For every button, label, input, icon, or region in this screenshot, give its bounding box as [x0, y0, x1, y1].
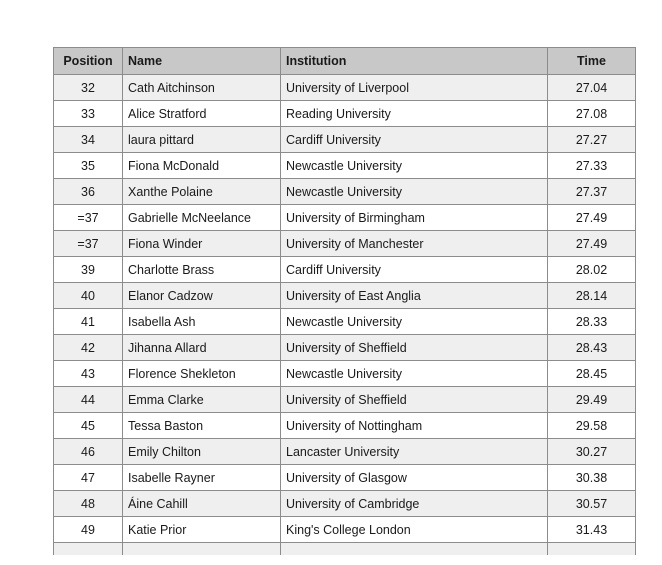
cell-institution: University of East Anglia	[281, 283, 548, 309]
cell-position: 47	[54, 465, 123, 491]
table-row	[54, 491, 636, 517]
table-row	[54, 127, 636, 153]
table-row	[54, 257, 636, 283]
empty-cell	[548, 543, 636, 555]
results-table	[53, 47, 636, 555]
cell-position: =37	[54, 205, 123, 231]
cell-position: 41	[54, 309, 123, 335]
cell-institution: Newcastle University	[281, 361, 548, 387]
cell-position: 35	[54, 153, 123, 179]
cell-time: 28.45	[548, 361, 636, 387]
cell-name: Cath Aitchinson	[123, 75, 281, 101]
cell-name: laura pittard	[123, 127, 281, 153]
cell-name: Charlotte Brass	[123, 257, 281, 283]
cell-time: 27.08	[548, 101, 636, 127]
cell-name: Emily Chilton	[123, 439, 281, 465]
cell-institution: Lancaster University	[281, 439, 548, 465]
cell-time: 30.57	[548, 491, 636, 517]
cell-time: 28.14	[548, 283, 636, 309]
empty-cell	[281, 543, 548, 555]
table-row	[54, 153, 636, 179]
table-row	[54, 283, 636, 309]
cell-institution: University of Glasgow	[281, 465, 548, 491]
header-name: Name	[123, 48, 281, 75]
cell-institution: Reading University	[281, 101, 548, 127]
cell-position: 43	[54, 361, 123, 387]
table-row	[54, 387, 636, 413]
cell-position: 46	[54, 439, 123, 465]
cell-institution: University of Manchester	[281, 231, 548, 257]
cell-institution: Newcastle University	[281, 309, 548, 335]
cell-position: 33	[54, 101, 123, 127]
cell-institution: University of Birmingham	[281, 205, 548, 231]
table-row	[54, 309, 636, 335]
cell-institution: University of Liverpool	[281, 75, 548, 101]
cell-time: 28.33	[548, 309, 636, 335]
table-row	[54, 413, 636, 439]
table-row-cut-off	[54, 543, 636, 555]
cell-time: 29.49	[548, 387, 636, 413]
cell-position: 32	[54, 75, 123, 101]
cell-time: 27.04	[548, 75, 636, 101]
cell-institution: University of Sheffield	[281, 387, 548, 413]
cell-position: 42	[54, 335, 123, 361]
cell-time: 30.27	[548, 439, 636, 465]
header-time: Time	[548, 48, 636, 75]
cell-time: 27.37	[548, 179, 636, 205]
header-institution: Institution	[281, 48, 548, 75]
cell-name: Katie Prior	[123, 517, 281, 543]
cell-position: 34	[54, 127, 123, 153]
cell-institution: Newcastle University	[281, 179, 548, 205]
cell-name: Florence Shekleton	[123, 361, 281, 387]
cell-time: 27.33	[548, 153, 636, 179]
cell-institution: Cardiff University	[281, 257, 548, 283]
cell-position: 45	[54, 413, 123, 439]
cell-institution: University of Cambridge	[281, 491, 548, 517]
table-row	[54, 335, 636, 361]
cell-institution: Cardiff University	[281, 127, 548, 153]
cell-time: 27.49	[548, 231, 636, 257]
table-row	[54, 465, 636, 491]
header-row	[54, 48, 636, 75]
cell-time: 30.38	[548, 465, 636, 491]
cell-name: Tessa Baston	[123, 413, 281, 439]
cell-time: 28.43	[548, 335, 636, 361]
cell-position: 36	[54, 179, 123, 205]
cell-name: Áine Cahill	[123, 491, 281, 517]
table-row	[54, 231, 636, 257]
cell-position: =37	[54, 231, 123, 257]
table-body	[54, 75, 636, 555]
cell-name: Alice Stratford	[123, 101, 281, 127]
cell-institution: University of Nottingham	[281, 413, 548, 439]
empty-cell	[123, 543, 281, 555]
table-row	[54, 517, 636, 543]
table-row	[54, 205, 636, 231]
cell-time: 31.43	[548, 517, 636, 543]
cell-position: 44	[54, 387, 123, 413]
cell-name: Fiona McDonald	[123, 153, 281, 179]
header-position: Position	[54, 48, 123, 75]
cell-time: 27.27	[548, 127, 636, 153]
cell-name: Fiona Winder	[123, 231, 281, 257]
cell-position: 39	[54, 257, 123, 283]
table-row	[54, 75, 636, 101]
cell-time: 27.49	[548, 205, 636, 231]
cell-time: 29.58	[548, 413, 636, 439]
cell-name: Elanor Cadzow	[123, 283, 281, 309]
cell-position: 49	[54, 517, 123, 543]
cell-name: Xanthe Polaine	[123, 179, 281, 205]
cell-position: 40	[54, 283, 123, 309]
table-row	[54, 439, 636, 465]
cell-name: Isabelle Rayner	[123, 465, 281, 491]
cell-institution: University of Sheffield	[281, 335, 548, 361]
empty-cell	[54, 543, 123, 555]
cell-institution: King's College London	[281, 517, 548, 543]
cell-position: 48	[54, 491, 123, 517]
table-row	[54, 361, 636, 387]
cell-institution: Newcastle University	[281, 153, 548, 179]
cell-name: Emma Clarke	[123, 387, 281, 413]
cell-name: Isabella Ash	[123, 309, 281, 335]
cell-name: Jihanna Allard	[123, 335, 281, 361]
cell-name: Gabrielle McNeelance	[123, 205, 281, 231]
table-row	[54, 101, 636, 127]
cell-time: 28.02	[548, 257, 636, 283]
table-row	[54, 179, 636, 205]
